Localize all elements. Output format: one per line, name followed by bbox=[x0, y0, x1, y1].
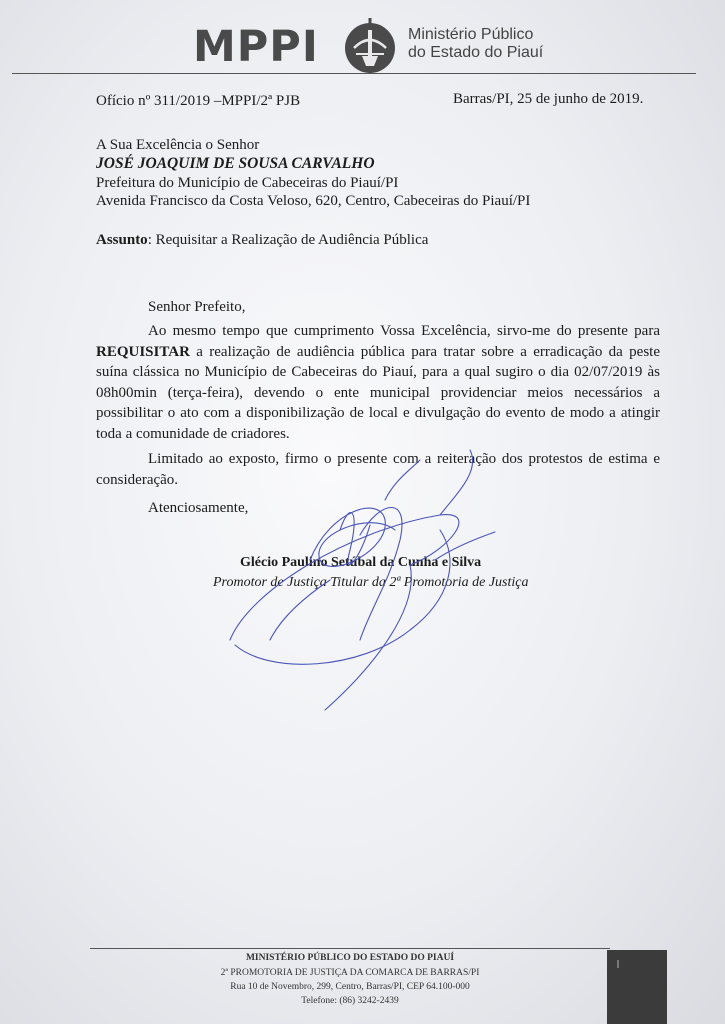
addressee-institution: Prefeitura do Município de Cabeceiras do Piauí/PI bbox=[96, 175, 399, 191]
signatory-name: Glécio Paulino Setúbal da Cunha e Silva bbox=[240, 555, 482, 570]
subject-line bbox=[96, 232, 428, 249]
footer-address: Rua 10 de Novembro, 299, Centro, Barras/PI, CEP 64.100-000 bbox=[230, 982, 470, 992]
place-date: Barras/PI, 25 de junho de 2019. bbox=[453, 91, 644, 107]
paragraph-1-end: a realização de audiência pública para tratar sobre a erradicação da peste suína clássica no Município de Cabeceiras do Piauí, para a qual sugiro o dia 02/07/2019 às 08h00min (terça-feira), devendo o ente municipal providenciar meios necessários a possibilitar o ato com a disponibilização de local e divulgação do evento de modo a atingir toda a comunidade de criadores. bbox=[96, 343, 660, 442]
document-reference: Ofício nº 311/2019 –MPPI/2ª PJB bbox=[96, 93, 301, 109]
scales-of-justice-icon bbox=[340, 18, 400, 78]
addressee-address: Avenida Francisco da Costa Veloso, 620, Centro, Cabeceiras do Piauí/PI bbox=[96, 193, 531, 209]
body-paragraph-2: Limitado ao exposto, firmo o presente com a reiteração dos protestos de estima e consideração. bbox=[96, 451, 660, 488]
subject-label: Assunto bbox=[96, 232, 148, 248]
footer-office: 2ª PROMOTORIA DE JUSTIÇA DA COMARCA DE BARRAS/PI bbox=[220, 968, 480, 978]
org-name-line-1: Ministério Público bbox=[408, 26, 534, 43]
addressee-name: JOSÉ JOAQUIM DE SOUSA CARVALHO bbox=[96, 155, 375, 172]
handwritten-signature bbox=[210, 440, 530, 720]
body-paragraph-1 bbox=[96, 321, 660, 444]
letter-salutation: Senhor Prefeito, bbox=[148, 299, 246, 315]
org-name-line-2: do Estado do Piauí bbox=[408, 44, 544, 61]
paragraph-1-start: Ao mesmo tempo que cumprimento Vossa Excelência, sirvo-me do presente para bbox=[148, 323, 660, 339]
letter-closing: Atenciosamente, bbox=[148, 500, 249, 516]
paragraph-1-emphasis: REQUISITAR bbox=[96, 343, 190, 360]
signatory-role: Promotor de Justiça Titular da 2ª Promotoria de Justiça bbox=[213, 575, 529, 590]
footer-dark-corner bbox=[607, 950, 667, 1024]
footer-phone: Telefone: (86) 3242-2439 bbox=[301, 996, 399, 1006]
footer-org: MINISTÉRIO PÚBLICO DO ESTADO DO PIAUÍ bbox=[245, 953, 455, 963]
addressee-salutation: A Sua Excelência o Senhor bbox=[96, 137, 260, 153]
footer-divider bbox=[90, 948, 610, 949]
subject-text: : Requisitar a Realização de Audiência Pública bbox=[147, 232, 429, 248]
mppi-logo-text: MPPI bbox=[193, 22, 319, 72]
header-divider bbox=[12, 73, 696, 74]
